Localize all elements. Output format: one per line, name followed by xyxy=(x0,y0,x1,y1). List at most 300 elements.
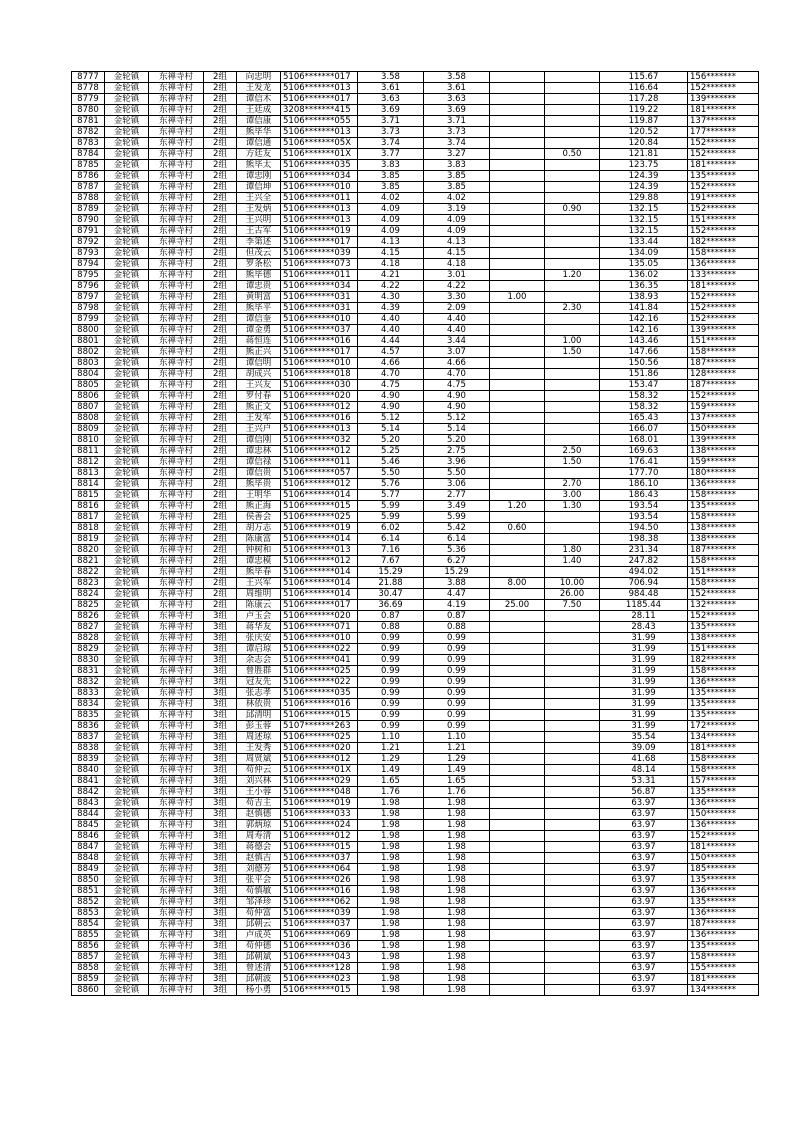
cell-row-number: 8806 xyxy=(72,391,105,402)
cell-value-c xyxy=(545,83,600,94)
cell-id-number: 5106*******043 xyxy=(281,952,358,963)
cell-value-c xyxy=(545,182,600,193)
cell-name: 蒋华友 xyxy=(237,622,281,633)
cell-village: 东禅寺村 xyxy=(149,699,204,710)
cell-group: 3组 xyxy=(204,985,237,996)
cell-village: 东禅寺村 xyxy=(149,369,204,380)
cell-town: 金轮镇 xyxy=(105,589,149,600)
cell-group: 2组 xyxy=(204,215,237,226)
cell-amount: 193.54 xyxy=(600,501,688,512)
cell-value-a: 3.73 xyxy=(424,127,490,138)
cell-value-b xyxy=(490,303,545,314)
cell-total-value: 1.98 xyxy=(358,820,424,831)
cell-value-a: 3.63 xyxy=(424,94,490,105)
cell-value-c xyxy=(545,413,600,424)
table-row xyxy=(72,897,759,908)
cell-value-a: 2.09 xyxy=(424,303,490,314)
cell-id-number: 5106*******020 xyxy=(281,611,358,622)
cell-value-c xyxy=(545,721,600,732)
cell-amount: 153.47 xyxy=(600,380,688,391)
cell-amount: 165.43 xyxy=(600,413,688,424)
cell-value-c xyxy=(545,105,600,116)
cell-village: 东禅寺村 xyxy=(149,688,204,699)
cell-value-a: 3.49 xyxy=(424,501,490,512)
cell-phone: 135******* xyxy=(688,171,759,182)
table-row xyxy=(72,721,759,732)
cell-total-value: 0.99 xyxy=(358,699,424,710)
cell-id-number: 5106*******013 xyxy=(281,127,358,138)
cell-town: 金轮镇 xyxy=(105,204,149,215)
cell-town: 金轮镇 xyxy=(105,215,149,226)
cell-town: 金轮镇 xyxy=(105,435,149,446)
cell-value-a: 4.22 xyxy=(424,281,490,292)
table-row xyxy=(72,402,759,413)
table-row xyxy=(72,325,759,336)
cell-amount: 63.97 xyxy=(600,842,688,853)
cell-village: 东禅寺村 xyxy=(149,380,204,391)
cell-village: 东禅寺村 xyxy=(149,490,204,501)
cell-value-c xyxy=(545,644,600,655)
cell-name: 邹泽珍 xyxy=(237,897,281,908)
cell-town: 金轮镇 xyxy=(105,754,149,765)
cell-total-value: 1.98 xyxy=(358,853,424,864)
cell-value-b xyxy=(490,677,545,688)
cell-value-a: 1.98 xyxy=(424,864,490,875)
table-row xyxy=(72,633,759,644)
cell-amount: 151.86 xyxy=(600,369,688,380)
cell-value-b xyxy=(490,226,545,237)
cell-phone: 172******* xyxy=(688,721,759,732)
cell-value-b xyxy=(490,655,545,666)
cell-value-a: 0.99 xyxy=(424,655,490,666)
cell-amount: 31.99 xyxy=(600,655,688,666)
cell-value-c xyxy=(545,886,600,897)
cell-town: 金轮镇 xyxy=(105,446,149,457)
cell-value-c: 1.30 xyxy=(545,501,600,512)
cell-group: 2组 xyxy=(204,446,237,457)
cell-id-number: 5106*******014 xyxy=(281,567,358,578)
cell-value-a: 5.14 xyxy=(424,424,490,435)
cell-phone: 135******* xyxy=(688,699,759,710)
cell-total-value: 0.99 xyxy=(358,688,424,699)
cell-value-c: 1.20 xyxy=(545,270,600,281)
cell-name: 彭玉蓉 xyxy=(237,721,281,732)
cell-value-c xyxy=(545,215,600,226)
cell-name: 谭金勇 xyxy=(237,325,281,336)
cell-name: 王发军 xyxy=(237,413,281,424)
cell-value-a: 1.98 xyxy=(424,930,490,941)
cell-town: 金轮镇 xyxy=(105,853,149,864)
cell-name: 谭忠林 xyxy=(237,446,281,457)
cell-group: 2组 xyxy=(204,424,237,435)
cell-amount: 63.97 xyxy=(600,820,688,831)
cell-village: 东禅寺村 xyxy=(149,534,204,545)
table-row xyxy=(72,369,759,380)
cell-amount: 158.32 xyxy=(600,391,688,402)
cell-group: 2组 xyxy=(204,347,237,358)
table-row xyxy=(72,809,759,820)
cell-total-value: 4.44 xyxy=(358,336,424,347)
cell-town: 金轮镇 xyxy=(105,413,149,424)
cell-id-number: 5106*******011 xyxy=(281,457,358,468)
cell-value-c xyxy=(545,985,600,996)
cell-row-number: 8789 xyxy=(72,204,105,215)
cell-row-number: 8805 xyxy=(72,380,105,391)
cell-amount: 177.70 xyxy=(600,468,688,479)
cell-row-number: 8825 xyxy=(72,600,105,611)
table-row xyxy=(72,512,759,523)
cell-amount: 158.32 xyxy=(600,402,688,413)
cell-row-number: 8841 xyxy=(72,776,105,787)
cell-id-number: 5106*******013 xyxy=(281,215,358,226)
cell-value-c xyxy=(545,974,600,985)
cell-group: 2组 xyxy=(204,512,237,523)
cell-id-number: 5106*******035 xyxy=(281,160,358,171)
cell-value-c xyxy=(545,292,600,303)
cell-amount: 119.87 xyxy=(600,116,688,127)
cell-phone: 134******* xyxy=(688,732,759,743)
cell-name: 周寿清 xyxy=(237,831,281,842)
cell-row-number: 8843 xyxy=(72,798,105,809)
cell-town: 金轮镇 xyxy=(105,391,149,402)
cell-village: 东禅寺村 xyxy=(149,831,204,842)
cell-id-number: 5106*******019 xyxy=(281,226,358,237)
table-row xyxy=(72,116,759,127)
table-row xyxy=(72,248,759,259)
cell-total-value: 0.87 xyxy=(358,611,424,622)
cell-group: 3组 xyxy=(204,666,237,677)
table-row xyxy=(72,303,759,314)
cell-value-b xyxy=(490,72,545,83)
cell-id-number: 5106*******020 xyxy=(281,391,358,402)
cell-group: 3组 xyxy=(204,963,237,974)
cell-row-number: 8794 xyxy=(72,259,105,270)
cell-phone: 135******* xyxy=(688,875,759,886)
cell-name: 刘德芳 xyxy=(237,864,281,875)
cell-phone: 152******* xyxy=(688,303,759,314)
cell-value-a: 4.40 xyxy=(424,314,490,325)
cell-row-number: 8804 xyxy=(72,369,105,380)
cell-total-value: 36.69 xyxy=(358,600,424,611)
cell-amount: 53.31 xyxy=(600,776,688,787)
cell-group: 2组 xyxy=(204,259,237,270)
cell-town: 金轮镇 xyxy=(105,644,149,655)
cell-id-number: 5106*******022 xyxy=(281,677,358,688)
cell-group: 2组 xyxy=(204,149,237,160)
cell-phone: 158******* xyxy=(688,512,759,523)
cell-phone: 158******* xyxy=(688,666,759,677)
cell-phone: 182******* xyxy=(688,237,759,248)
cell-value-a: 5.12 xyxy=(424,413,490,424)
cell-name: 黄明富 xyxy=(237,292,281,303)
cell-id-number: 5106*******013 xyxy=(281,545,358,556)
cell-id-number: 5106*******024 xyxy=(281,820,358,831)
cell-amount: 136.02 xyxy=(600,270,688,281)
cell-row-number: 8800 xyxy=(72,325,105,336)
cell-value-b xyxy=(490,886,545,897)
cell-amount: 31.99 xyxy=(600,710,688,721)
table-row xyxy=(72,974,759,985)
cell-value-b xyxy=(490,424,545,435)
cell-id-number: 5106*******010 xyxy=(281,314,358,325)
cell-phone: 181******* xyxy=(688,743,759,754)
cell-value-b xyxy=(490,633,545,644)
cell-amount: 706.94 xyxy=(600,578,688,589)
cell-town: 金轮镇 xyxy=(105,523,149,534)
cell-value-b xyxy=(490,864,545,875)
cell-row-number: 8823 xyxy=(72,578,105,589)
cell-value-b xyxy=(490,831,545,842)
cell-amount: 31.99 xyxy=(600,644,688,655)
cell-row-number: 8791 xyxy=(72,226,105,237)
cell-phone: 158******* xyxy=(688,765,759,776)
cell-value-a: 1.98 xyxy=(424,853,490,864)
cell-name: 谭启琼 xyxy=(237,644,281,655)
cell-phone: 135******* xyxy=(688,688,759,699)
cell-id-number: 5106*******013 xyxy=(281,424,358,435)
cell-phone: 182******* xyxy=(688,655,759,666)
cell-group: 3组 xyxy=(204,941,237,952)
cell-town: 金轮镇 xyxy=(105,765,149,776)
cell-village: 东禅寺村 xyxy=(149,347,204,358)
cell-village: 东禅寺村 xyxy=(149,578,204,589)
cell-value-b xyxy=(490,149,545,160)
cell-village: 东禅寺村 xyxy=(149,963,204,974)
table-row xyxy=(72,237,759,248)
cell-value-b xyxy=(490,567,545,578)
cell-village: 东禅寺村 xyxy=(149,853,204,864)
cell-amount: 168.01 xyxy=(600,435,688,446)
cell-value-b xyxy=(490,193,545,204)
cell-amount: 186.10 xyxy=(600,479,688,490)
cell-value-a: 1.98 xyxy=(424,842,490,853)
cell-row-number: 8854 xyxy=(72,919,105,930)
cell-village: 东禅寺村 xyxy=(149,116,204,127)
cell-name: 苟仲富 xyxy=(237,908,281,919)
cell-total-value: 4.22 xyxy=(358,281,424,292)
cell-value-c xyxy=(545,897,600,908)
cell-phone: 132******* xyxy=(688,600,759,611)
cell-name: 王小蓉 xyxy=(237,787,281,798)
cell-total-value: 4.57 xyxy=(358,347,424,358)
cell-total-value: 30.47 xyxy=(358,589,424,600)
cell-total-value: 0.88 xyxy=(358,622,424,633)
cell-town: 金轮镇 xyxy=(105,611,149,622)
cell-value-b xyxy=(490,875,545,886)
cell-value-b xyxy=(490,787,545,798)
cell-name: 蒋恒连 xyxy=(237,336,281,347)
cell-group: 3组 xyxy=(204,820,237,831)
cell-value-a: 0.99 xyxy=(424,688,490,699)
cell-row-number: 8830 xyxy=(72,655,105,666)
cell-name: 王兴军 xyxy=(237,578,281,589)
cell-town: 金轮镇 xyxy=(105,116,149,127)
cell-village: 东禅寺村 xyxy=(149,545,204,556)
cell-town: 金轮镇 xyxy=(105,259,149,270)
cell-row-number: 8844 xyxy=(72,809,105,820)
cell-row-number: 8850 xyxy=(72,875,105,886)
cell-row-number: 8783 xyxy=(72,138,105,149)
cell-town: 金轮镇 xyxy=(105,182,149,193)
cell-total-value: 4.09 xyxy=(358,226,424,237)
cell-amount: 63.97 xyxy=(600,853,688,864)
table-row xyxy=(72,600,759,611)
cell-value-c: 1.40 xyxy=(545,556,600,567)
cell-town: 金轮镇 xyxy=(105,479,149,490)
cell-id-number: 5106*******025 xyxy=(281,512,358,523)
cell-amount: 48.14 xyxy=(600,765,688,776)
cell-id-number: 5106*******014 xyxy=(281,490,358,501)
cell-group: 2组 xyxy=(204,105,237,116)
cell-total-value: 3.77 xyxy=(358,149,424,160)
cell-group: 2组 xyxy=(204,314,237,325)
cell-group: 3组 xyxy=(204,952,237,963)
cell-id-number: 5106*******057 xyxy=(281,468,358,479)
cell-group: 2组 xyxy=(204,567,237,578)
cell-phone: 128******* xyxy=(688,369,759,380)
table-row xyxy=(72,138,759,149)
cell-value-b xyxy=(490,468,545,479)
cell-value-a: 3.07 xyxy=(424,347,490,358)
cell-name: 谭信坤 xyxy=(237,182,281,193)
cell-value-c: 2.70 xyxy=(545,479,600,490)
cell-value-b xyxy=(490,710,545,721)
cell-value-a: 6.14 xyxy=(424,534,490,545)
cell-row-number: 8785 xyxy=(72,160,105,171)
cell-amount: 1185.44 xyxy=(600,600,688,611)
cell-village: 东禅寺村 xyxy=(149,281,204,292)
cell-name: 谭信通 xyxy=(237,138,281,149)
cell-value-c xyxy=(545,666,600,677)
cell-total-value: 1.98 xyxy=(358,809,424,820)
cell-id-number: 5106*******033 xyxy=(281,809,358,820)
cell-value-c xyxy=(545,622,600,633)
cell-name: 赵慎德 xyxy=(237,809,281,820)
cell-value-c xyxy=(545,138,600,149)
table-row xyxy=(72,688,759,699)
table-row xyxy=(72,908,759,919)
cell-name: 卢玉会 xyxy=(237,611,281,622)
cell-row-number: 8840 xyxy=(72,765,105,776)
cell-value-b xyxy=(490,369,545,380)
cell-value-c xyxy=(545,853,600,864)
cell-town: 金轮镇 xyxy=(105,842,149,853)
cell-phone: 177******* xyxy=(688,127,759,138)
cell-value-b xyxy=(490,765,545,776)
cell-phone: 158******* xyxy=(688,248,759,259)
cell-value-c xyxy=(545,699,600,710)
cell-amount: 141.84 xyxy=(600,303,688,314)
cell-village: 东禅寺村 xyxy=(149,798,204,809)
cell-town: 金轮镇 xyxy=(105,633,149,644)
cell-group: 2组 xyxy=(204,325,237,336)
table-body xyxy=(72,72,759,996)
table-row xyxy=(72,787,759,798)
cell-total-value: 1.98 xyxy=(358,930,424,941)
cell-value-a: 3.01 xyxy=(424,270,490,281)
cell-town: 金轮镇 xyxy=(105,809,149,820)
cell-row-number: 8833 xyxy=(72,688,105,699)
cell-id-number: 5106*******01X xyxy=(281,149,358,160)
cell-name: 王明华 xyxy=(237,490,281,501)
cell-phone: 181******* xyxy=(688,105,759,116)
cell-town: 金轮镇 xyxy=(105,930,149,941)
cell-total-value: 3.74 xyxy=(358,138,424,149)
cell-town: 金轮镇 xyxy=(105,369,149,380)
cell-village: 东禅寺村 xyxy=(149,864,204,875)
cell-value-a: 0.87 xyxy=(424,611,490,622)
cell-amount: 31.99 xyxy=(600,666,688,677)
cell-village: 东禅寺村 xyxy=(149,589,204,600)
cell-town: 金轮镇 xyxy=(105,556,149,567)
table-row xyxy=(72,699,759,710)
cell-name: 曾述清 xyxy=(237,963,281,974)
cell-amount: 56.87 xyxy=(600,787,688,798)
cell-name: 谭信康 xyxy=(237,116,281,127)
cell-row-number: 8857 xyxy=(72,952,105,963)
cell-row-number: 8834 xyxy=(72,699,105,710)
cell-total-value: 0.99 xyxy=(358,633,424,644)
cell-total-value: 1.98 xyxy=(358,963,424,974)
cell-phone: 185******* xyxy=(688,864,759,875)
cell-value-a: 4.18 xyxy=(424,259,490,270)
cell-row-number: 8820 xyxy=(72,545,105,556)
cell-value-c xyxy=(545,754,600,765)
cell-name: 侯善会 xyxy=(237,512,281,523)
table-row xyxy=(72,347,759,358)
cell-village: 东禅寺村 xyxy=(149,930,204,941)
cell-town: 金轮镇 xyxy=(105,875,149,886)
cell-village: 东禅寺村 xyxy=(149,358,204,369)
cell-value-c xyxy=(545,72,600,83)
cell-value-c xyxy=(545,435,600,446)
cell-group: 2组 xyxy=(204,336,237,347)
table-row xyxy=(72,72,759,83)
cell-amount: 129.88 xyxy=(600,193,688,204)
cell-group: 3组 xyxy=(204,732,237,743)
table-row xyxy=(72,864,759,875)
cell-amount: 35.54 xyxy=(600,732,688,743)
cell-name: 张平会 xyxy=(237,875,281,886)
cell-town: 金轮镇 xyxy=(105,545,149,556)
cell-town: 金轮镇 xyxy=(105,468,149,479)
cell-row-number: 8810 xyxy=(72,435,105,446)
cell-town: 金轮镇 xyxy=(105,985,149,996)
cell-value-c: 1.50 xyxy=(545,457,600,468)
cell-phone: 181******* xyxy=(688,160,759,171)
cell-group: 2组 xyxy=(204,182,237,193)
cell-value-b xyxy=(490,699,545,710)
cell-amount: 124.39 xyxy=(600,182,688,193)
cell-village: 东禅寺村 xyxy=(149,897,204,908)
cell-group: 2组 xyxy=(204,578,237,589)
table-row xyxy=(72,413,759,424)
cell-village: 东禅寺村 xyxy=(149,468,204,479)
cell-value-b xyxy=(490,457,545,468)
cell-total-value: 5.20 xyxy=(358,435,424,446)
cell-total-value: 21.88 xyxy=(358,578,424,589)
cell-name: 胡成兴 xyxy=(237,369,281,380)
cell-group: 2组 xyxy=(204,600,237,611)
cell-amount: 247.82 xyxy=(600,556,688,567)
cell-row-number: 8842 xyxy=(72,787,105,798)
cell-town: 金轮镇 xyxy=(105,380,149,391)
cell-row-number: 8831 xyxy=(72,666,105,677)
cell-town: 金轮镇 xyxy=(105,127,149,138)
cell-total-value: 4.30 xyxy=(358,292,424,303)
cell-town: 金轮镇 xyxy=(105,622,149,633)
cell-group: 2组 xyxy=(204,226,237,237)
